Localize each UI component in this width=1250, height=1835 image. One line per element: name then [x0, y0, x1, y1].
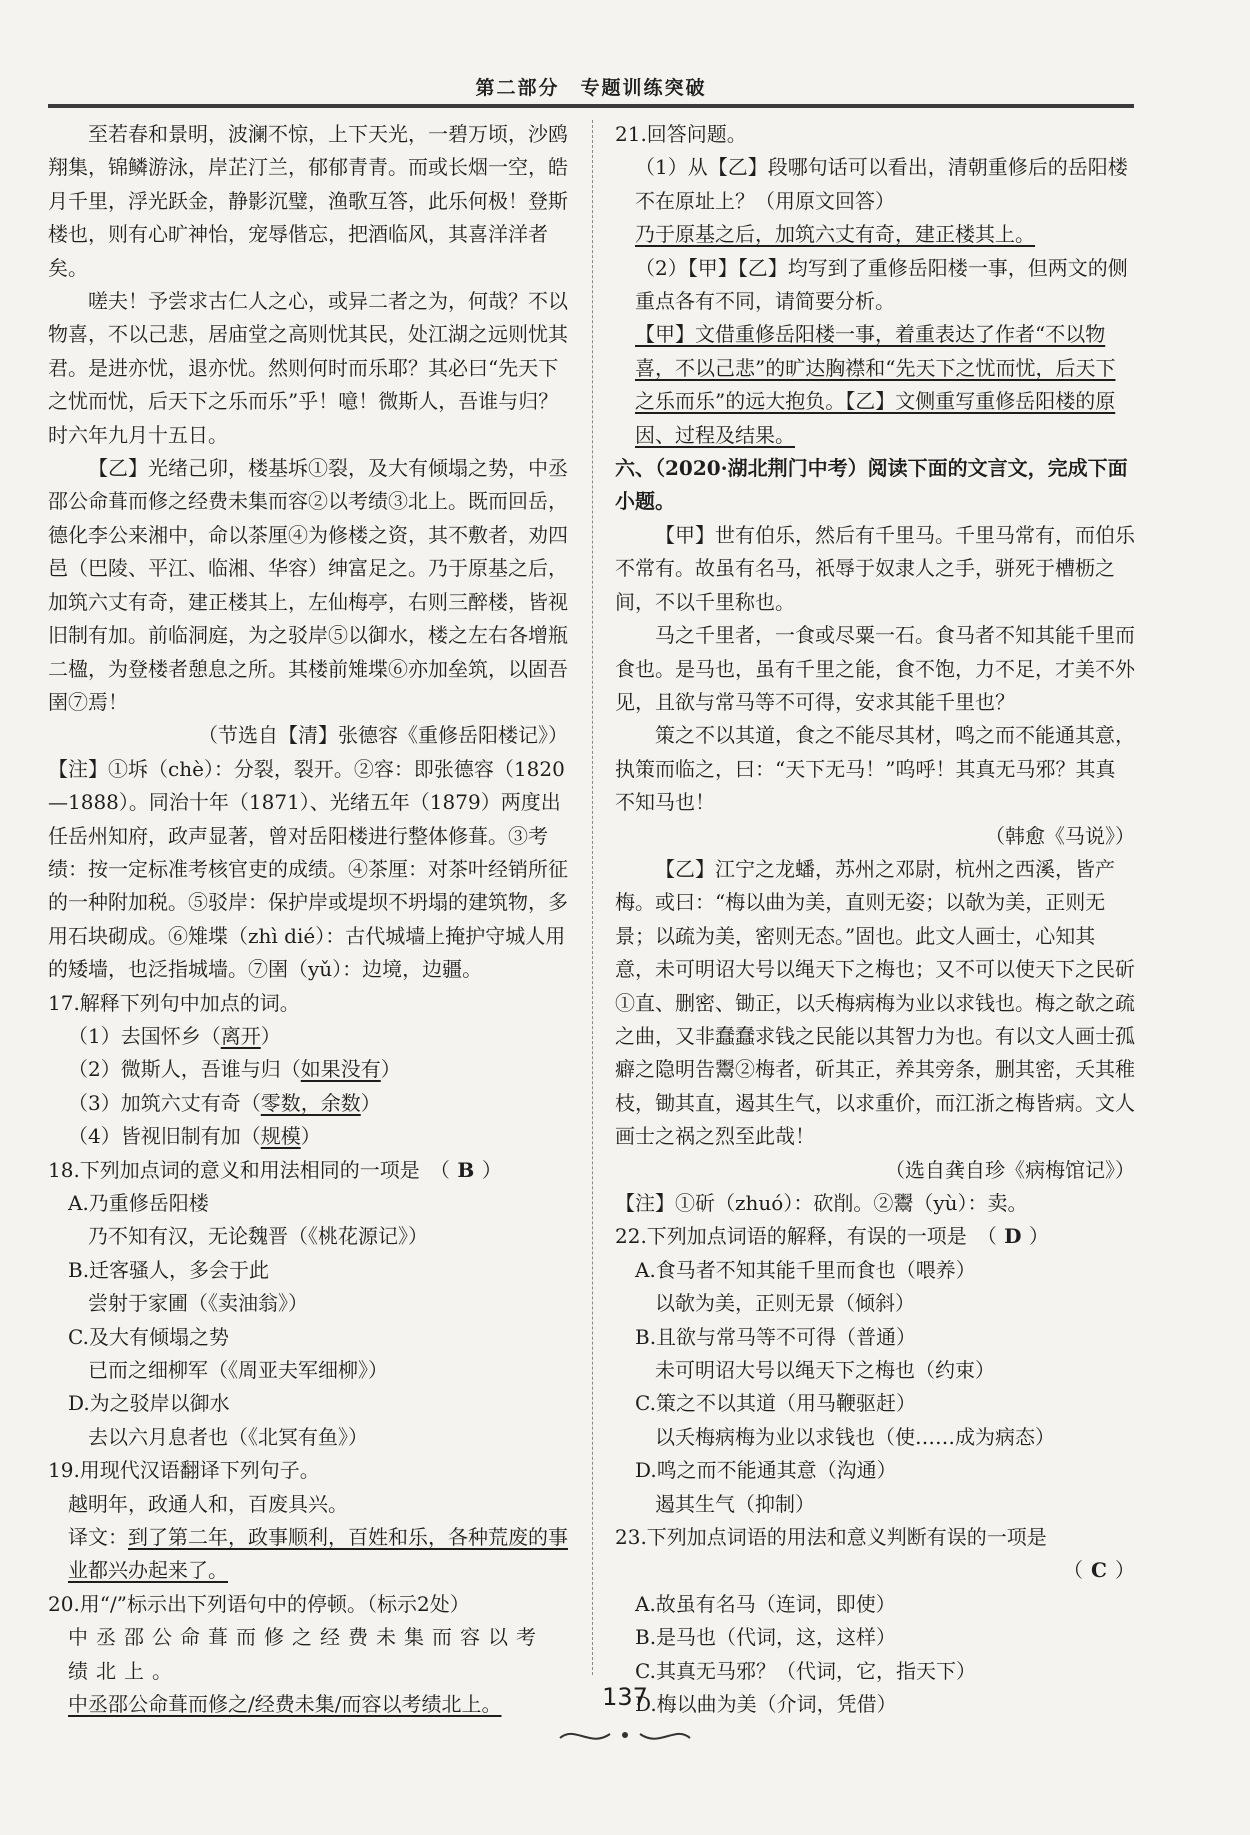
bingmei-notes: 【注】①斫（zhuó）：砍削。②鬻（yù）：卖。 [615, 1191, 1028, 1215]
q18-option-a-compare: 乃不知有汉，无论魏晋（《桃花源记》） [88, 1224, 428, 1249]
q18-option-a: A.乃重修岳阳楼 [68, 1191, 209, 1215]
mashuo-paragraph-2: 马之千里者，一食或尽粟一石。食马者不知其能千里而食也。是马也，虽有千里之能，食不饱，力不足，才美不外见，且欲与常马等不可得，安求其能千里也？ [615, 623, 1135, 714]
page-number: 137 [602, 1683, 648, 1711]
q18-option-c: C.及大有倾塌之势 [68, 1324, 229, 1349]
q23-option-b: B.是马也（代词，这，这样） [635, 1625, 897, 1650]
bingmei-source: （选自龚自珍《病梅馆记》） [885, 1157, 1135, 1182]
q17-answer-3: 零数，余数 [260, 1090, 361, 1115]
q23-answer: C [1091, 1558, 1107, 1583]
passage-notes: 【注】①坼（chè）：分裂，裂开。②容：即张德容（1820—1888）。同治十年（1871）、光绪五年（1879）两度出任岳州知府，政声显著，曾对岳阳楼进行整体修葺。③考绩：按一定标准考核官吏的成绩。④茶厘：对茶叶经销所征的一种附加税。⑤驳岸：保护岸或堤坝不坍塌的建筑物，多用石块砌成。⑥雉堞（zhì dié）：古代城墙上掩护守城人用的矮墙，也泛指城墙。⑦圉（yǔ）：边境，边疆。 [48, 756, 568, 982]
q18-option-c-compare: 已而之细柳军（《周亚夫军细柳》） [88, 1358, 388, 1383]
q22-option-d: D.鸣之而不能通其意（沟通） [635, 1458, 897, 1483]
q23-answer-line: （ C ） [615, 1554, 1135, 1587]
header-rule [48, 104, 1134, 108]
section-title: 第二部分 专题训练突破 [475, 77, 707, 99]
q18-option-d-compare: 去以六月息者也（《北冥有鱼》） [88, 1424, 368, 1449]
mashuo-paragraph-1: 【甲】世有伯乐，然后有千里马。千里马常有，而伯乐不常有。故虽有名马，祇辱于奴隶人之手，骈死于槽枥之间，不以千里称也。 [615, 522, 1135, 614]
passage-jia-paragraph-1: 至若春和景明，波澜不惊，上下天光，一碧万顷，沙鸥翔集，锦鳞游泳，岸芷汀兰，郁郁青青。而或长烟一空，皓月千里，浮光跃金，静影沉璧，渔歌互答，此乐何极！登斯楼也，则有心旷神怡，宠辱偕忘，把酒临风，其喜洋洋者矣。 [48, 122, 568, 280]
q19-translation: 译文：到了第二年，政事顺利，百姓和乐，各种荒废的事业都兴办起来了。 [68, 1525, 568, 1583]
passage-yi: 【乙】光绪己卯，楼基坼①裂，及大有倾塌之势，中丞邵公命葺而修之经费未集而容②以考绩③北上。既而回岳，德化李公来湘中，命以茶厘④为修楼之资，其不敷者，劝四邑（巴陵、平江、临湘、华容）绅富足之。乃于原基之后，加筑六丈有奇，建正楼其上，左仙梅亭，右则三醉楼，皆视旧制有加。前临洞庭，为之驳岸⑤以御水，楼之左右各增瓶二楹，为登楼者憩息之所。其楼前雉堞⑥亦加垒筑，以固吾圉⑦焉！ [48, 456, 568, 714]
section-six-heading: 六、（2020·湖北荆门中考）阅读下面的文言文，完成下面小题。 [615, 456, 1128, 514]
q17-item-2: （2）微斯人，吾谁与归（如果没有） [68, 1057, 401, 1082]
q17-item-3: （3）加筑六丈有奇（零数，余数） [68, 1090, 381, 1115]
q22-option-c-2: 以夭梅病梅为业以求钱也（使……成为病态） [655, 1424, 1055, 1449]
question-18: 18.下列加点词的意义和用法相同的一项是 （ B ） [48, 1154, 568, 1187]
q17-item-1: （1）去国怀乡（离开） [68, 1023, 281, 1048]
q19-answer: 到了第二年，政事顺利，百姓和乐，各种荒废的事业都兴办起来了。 [68, 1525, 568, 1583]
question-21: 21.回答问题。 [615, 122, 747, 146]
page-header [48, 68, 1134, 108]
q17-item-4: （4）皆视旧制有加（规模） [68, 1124, 321, 1149]
q18-option-b-compare: 尝射于家圃（《卖油翁》） [88, 1291, 308, 1316]
question-22: 22.下列加点词语的解释，有误的一项是 （ D ） [615, 1220, 1135, 1253]
q18-option-d: D.为之驳岸以御水 [68, 1391, 230, 1416]
q18-option-b: B.迁客骚人，多会于此 [68, 1257, 270, 1282]
q23-option-c: C.其真无马邪？（代词，它，指天下） [635, 1658, 976, 1683]
bingmei-passage: 【乙】江宁之龙蟠，苏州之邓尉，杭州之西溪，皆产梅。或曰：“梅以曲为美，直则无姿；以欹为美，正则无景；以疏为美，密则无态。”固也。此文人画士，心知其意，未可明诏大号以绳天下之梅也；又不可以使天下之民斫①直、删密、锄正，以夭梅病梅为业以求钱也。梅之欹之疏之曲，又非蠢蠢求钱之民能以其智力为也。有以文人画士孤癖之隐明告鬻②梅者，斫其正，养其旁条，删其密，夭其稚枝，锄其直，遏其生气，以求重价，而江浙之梅皆病。文人画士之祸之烈至此哉！ [615, 856, 1135, 1149]
passage-jia-paragraph-2: 嗟夫！予尝求古仁人之心，或异二者之为，何哉？不以物喜，不以己悲，居庙堂之高则忧其民，处江湖之远则忧其君。是进亦忧，退亦忧。然则何时而乐耶？其必曰“先天下之忧而忧，后天下之乐而乐”乎！噫！微斯人，吾谁与归？时六年九月十五日。 [48, 289, 568, 447]
q23-option-d: D.梅以曲为美（介词，凭借） [635, 1692, 897, 1717]
right-column [615, 118, 1135, 1722]
column-divider [592, 120, 593, 1675]
q22-option-c: C.策之不以其道（用马鞭驱赶） [635, 1391, 916, 1416]
q17-answer-4: 规模 [260, 1124, 301, 1149]
passage-source: （节选自【清】张德容《重修岳阳楼记》） [198, 723, 568, 748]
q23-option-a: A.故虽有名马（连词，即使） [635, 1591, 896, 1616]
mashuo-paragraph-3: 策之不以其道，食之不能尽其材，鸣之而不能通其意，执策而临之，曰：“天下无马！”呜呼！其真无马邪？其真不知马也！ [615, 723, 1135, 815]
mashuo-source: （韩愈《马说》） [985, 823, 1135, 848]
question-17: 17.解释下列句中加点的词。 [48, 990, 300, 1015]
q17-answer-1: 离开 [220, 1023, 261, 1048]
footer-ornament-icon [555, 1720, 695, 1750]
question-20: 20.用“/”标示出下列语句中的停顿。（标示2处） [48, 1591, 470, 1616]
q22-answer: D [1004, 1224, 1022, 1249]
q22-option-a-2: 以欹为美，正则无景（倾斜） [655, 1291, 915, 1316]
q22-option-b-2: 未可明诏大号以绳天下之梅也（约束） [655, 1358, 995, 1383]
question-23: 23.下列加点词语的用法和意义判断有误的一项是 [615, 1525, 1047, 1550]
q20-sentence: 中丞邵公命葺而修之经费未集而容以考绩北上。 [68, 1625, 544, 1683]
q17-answer-2: 如果没有 [300, 1057, 381, 1082]
q22-option-b: B.且欲与常马等不可得（普通） [635, 1324, 917, 1349]
q22-option-d-2: 遏其生气（抑制） [655, 1491, 815, 1516]
q18-answer: B [457, 1157, 475, 1182]
q21-part-2: （2）【甲】【乙】均写到了重修岳阳楼一事，但两文的侧重点各有不同，请简要分析。 [635, 255, 1128, 314]
q21-answer-2: 【甲】文借重修岳阳楼一事，着重表达了作者“不以物喜，不以己悲”的旷达胸襟和“先天下之忧而忧，后天下之乐而乐”的远大抱负。【乙】文侧重写重修岳阳楼的原因、过程及结果。 [635, 322, 1116, 447]
q22-option-a: A.食马者不知其能千里而食也（喂养） [635, 1257, 976, 1282]
q19-sentence: 越明年，政通人和，百废具兴。 [68, 1491, 348, 1516]
q21-answer-1: 乃于原基之后，加筑六丈有奇，建正楼其上。 [635, 222, 1035, 247]
left-column [48, 118, 568, 1722]
q21-part-1: （1）从【乙】段哪句话可以看出，清朝重修后的岳阳楼不在原址上？（用原文回答） [635, 155, 1128, 213]
q20-answer: 中丞邵公命葺而修之/经费未集/而容以考绩北上。 [68, 1692, 502, 1717]
question-19: 19.用现代汉语翻译下列句子。 [48, 1458, 320, 1483]
